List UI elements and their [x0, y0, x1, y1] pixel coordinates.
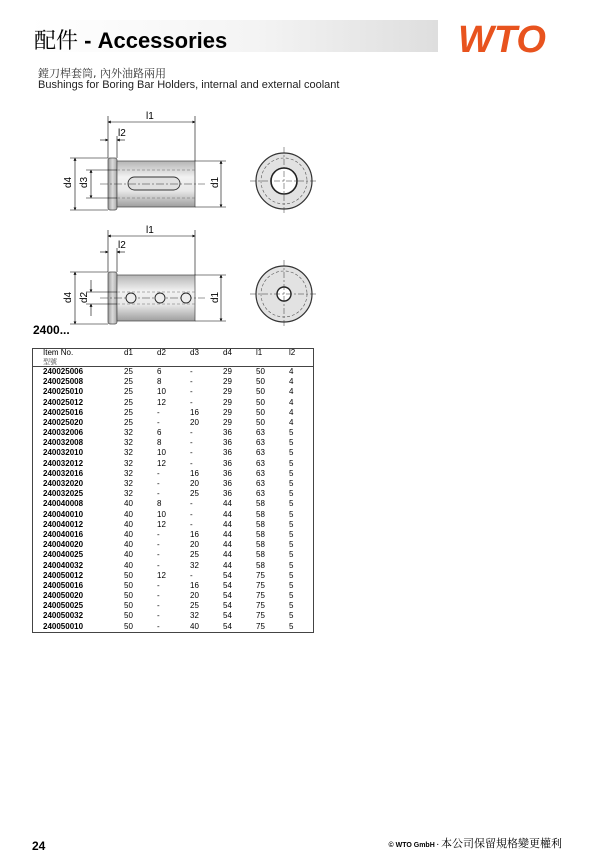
table-row	[33, 530, 314, 540]
cell-d2: 12	[157, 570, 166, 580]
cell-item-no: 240050032	[33, 612, 116, 622]
cell-l1: 75	[256, 580, 265, 590]
wto-logo-text: WTO	[458, 19, 546, 58]
cell-l1: 50	[256, 387, 265, 397]
subtitle-en: Bushings for Boring Bar Holders, internal and external coolant	[38, 79, 340, 91]
spec-table	[32, 348, 314, 633]
cell-d4: 29	[223, 407, 232, 417]
cell-l1: 75	[256, 621, 265, 631]
cell-item-no: 240040012	[33, 520, 116, 530]
table-row	[33, 540, 314, 550]
header-l1: l1	[256, 348, 263, 357]
cell-d1: 50	[124, 580, 133, 590]
cell-l2: 5	[280, 551, 314, 561]
footer-separator: ·	[434, 842, 441, 849]
bushing-side-view-upper	[100, 158, 205, 210]
cell-l2: 5	[280, 428, 314, 438]
table-row	[33, 469, 314, 479]
cell-l1: 58	[256, 550, 265, 560]
table-row	[33, 612, 314, 622]
subtitle-cn: 鏜刀桿套筒, 內外油路兩用	[38, 67, 166, 80]
cell-l2: 5	[280, 479, 314, 489]
cell-d4: 54	[223, 570, 232, 580]
label-l1-upper: l1	[146, 111, 154, 122]
cell-d2: -	[157, 560, 160, 570]
cell-d1: 25	[124, 407, 133, 417]
cell-d2: 12	[157, 458, 166, 468]
cell-d4: 54	[223, 591, 232, 601]
cell-d4: 36	[223, 428, 232, 438]
label-l2-lower: l2	[118, 240, 126, 251]
table-row	[33, 418, 314, 428]
page-title	[34, 24, 227, 55]
table-row	[33, 479, 314, 489]
cell-d1: 32	[124, 479, 133, 489]
cell-l2: 5	[280, 500, 314, 510]
cell-d1: 50	[124, 570, 133, 580]
cell-l2: 4	[280, 377, 314, 387]
cell-l2: 5	[280, 520, 314, 530]
cell-item-no: 240025020	[33, 418, 116, 428]
table-row	[33, 520, 314, 530]
table-row	[33, 602, 314, 612]
cell-l2: 5	[280, 561, 314, 571]
table-row	[33, 571, 314, 581]
cell-l1: 63	[256, 438, 265, 448]
cell-d1: 25	[124, 377, 133, 387]
cell-d2: -	[157, 479, 160, 489]
cell-item-no: 240032006	[33, 428, 116, 438]
cell-d2: -	[157, 468, 160, 478]
table-row	[33, 489, 314, 499]
table-row	[33, 622, 314, 633]
label-d2-lower: d2	[79, 291, 90, 303]
page-title-cn: 配件	[34, 29, 79, 54]
cell-d4: 44	[223, 560, 232, 570]
cell-l1: 63	[256, 428, 265, 438]
cell-d2: 12	[157, 397, 166, 407]
cell-d3: 25	[190, 489, 199, 499]
cell-d3: -	[190, 448, 193, 458]
cell-item-no: 240040025	[33, 551, 116, 561]
cell-d4: 29	[223, 387, 232, 397]
cell-item-no: 240025008	[33, 377, 116, 387]
cell-d2: -	[157, 407, 160, 417]
cell-d1: 40	[124, 499, 133, 509]
spec-table-header	[33, 349, 314, 367]
footer-copyright	[389, 835, 562, 851]
cell-l2: 4	[280, 398, 314, 408]
cell-l1: 63	[256, 479, 265, 489]
cell-d3: 20	[190, 417, 199, 427]
cell-d2: -	[157, 591, 160, 601]
cell-d3: 32	[190, 560, 199, 570]
table-row	[33, 377, 314, 387]
page-title-en: - Accessories	[84, 28, 228, 53]
cell-d2: 6	[157, 428, 162, 438]
bushing-side-view-lower	[100, 272, 205, 324]
cell-d1: 40	[124, 509, 133, 519]
cell-item-no: 240040016	[33, 530, 116, 540]
cell-d3: -	[190, 438, 193, 448]
cell-item-no: 240032025	[33, 489, 116, 499]
cell-d2: -	[157, 621, 160, 631]
footer-copyright-cn: 本公司保留規格變更權利	[441, 837, 562, 850]
table-row	[33, 398, 314, 408]
cell-d1: 40	[124, 550, 133, 560]
cell-d4: 44	[223, 550, 232, 560]
cell-l2: 5	[280, 469, 314, 479]
cell-d2: 10	[157, 509, 166, 519]
cell-l2: 4	[280, 418, 314, 428]
cell-l1: 58	[256, 529, 265, 539]
cell-d2: -	[157, 540, 160, 550]
header-d2: d2	[157, 348, 166, 357]
cell-l2: 5	[280, 581, 314, 591]
cell-l2: 5	[280, 622, 314, 633]
cell-d1: 40	[124, 529, 133, 539]
label-l2-upper: l2	[118, 128, 126, 139]
cell-d3: 25	[190, 601, 199, 611]
cell-d2: -	[157, 417, 160, 427]
cell-d4: 29	[223, 397, 232, 407]
cell-d1: 40	[124, 540, 133, 550]
cell-d1: 40	[124, 560, 133, 570]
cell-l1: 58	[256, 499, 265, 509]
cell-l2: 5	[280, 449, 314, 459]
cell-d1: 32	[124, 468, 133, 478]
cell-d4: 44	[223, 519, 232, 529]
cell-item-no: 240032016	[33, 469, 116, 479]
cell-d2: -	[157, 611, 160, 621]
cell-d3: 20	[190, 479, 199, 489]
cell-d3: 20	[190, 591, 199, 601]
header-l2: l2	[280, 349, 314, 367]
cell-d3: -	[190, 397, 193, 407]
table-row	[33, 551, 314, 561]
cell-d1: 32	[124, 458, 133, 468]
cell-d3: 16	[190, 407, 199, 417]
cell-l1: 75	[256, 611, 265, 621]
cell-d4: 44	[223, 529, 232, 539]
label-d1-upper: d1	[210, 176, 221, 188]
cell-d1: 50	[124, 591, 133, 601]
label-d3-upper: d3	[79, 176, 90, 188]
cell-d2: 8	[157, 377, 162, 387]
cell-l2: 4	[280, 408, 314, 418]
cell-d3: -	[190, 570, 193, 580]
cell-d3: -	[190, 387, 193, 397]
cell-item-no: 240050010	[33, 622, 116, 633]
cell-d1: 25	[124, 366, 133, 376]
cell-d2: 10	[157, 387, 166, 397]
cell-d4: 36	[223, 479, 232, 489]
technical-drawings	[0, 100, 360, 330]
cell-item-no: 240032020	[33, 479, 116, 489]
cell-l1: 50	[256, 417, 265, 427]
cell-l1: 58	[256, 509, 265, 519]
cell-d2: -	[157, 489, 160, 499]
cell-item-no: 240025010	[33, 388, 116, 398]
cell-l1: 63	[256, 448, 265, 458]
cell-d3: -	[190, 428, 193, 438]
wto-logo	[444, 18, 560, 58]
cell-d1: 32	[124, 448, 133, 458]
cell-l1: 50	[256, 407, 265, 417]
label-d4-lower: d4	[63, 291, 74, 303]
cell-d3: 40	[190, 621, 199, 631]
table-row	[33, 561, 314, 571]
cell-item-no: 240025012	[33, 398, 116, 408]
table-row	[33, 408, 314, 418]
cell-d1: 32	[124, 489, 133, 499]
table-row	[33, 367, 314, 378]
cell-d4: 54	[223, 580, 232, 590]
label-l1-lower: l1	[146, 225, 154, 236]
cell-l1: 58	[256, 519, 265, 529]
cell-d1: 50	[124, 601, 133, 611]
cell-d4: 29	[223, 366, 232, 376]
cell-d3: -	[190, 499, 193, 509]
cell-d4: 44	[223, 499, 232, 509]
cell-d1: 50	[124, 621, 133, 631]
cell-d2: 8	[157, 438, 162, 448]
cell-l2: 4	[280, 367, 314, 378]
header-d1: d1	[124, 348, 133, 357]
cell-d4: 36	[223, 438, 232, 448]
table-row	[33, 510, 314, 520]
cell-d4: 54	[223, 611, 232, 621]
cell-d4: 54	[223, 601, 232, 611]
cell-item-no: 240025016	[33, 408, 116, 418]
bushing-end-view-upper	[250, 147, 318, 215]
cell-d3: -	[190, 509, 193, 519]
cell-l1: 63	[256, 489, 265, 499]
cell-d1: 25	[124, 387, 133, 397]
table-row	[33, 388, 314, 398]
cell-d2: -	[157, 601, 160, 611]
cell-l1: 50	[256, 366, 265, 376]
cell-l2: 4	[280, 388, 314, 398]
cell-d4: 36	[223, 468, 232, 478]
cell-l2: 5	[280, 459, 314, 469]
cell-l2: 5	[280, 612, 314, 622]
table-row	[33, 449, 314, 459]
cell-d2: 6	[157, 366, 162, 376]
cell-d1: 50	[124, 611, 133, 621]
cell-l1: 50	[256, 377, 265, 387]
cell-l2: 5	[280, 602, 314, 612]
label-d4-upper: d4	[63, 176, 74, 188]
cell-d1: 25	[124, 397, 133, 407]
table-row	[33, 500, 314, 510]
cell-l1: 63	[256, 458, 265, 468]
cell-l2: 5	[280, 540, 314, 550]
spec-table-body	[33, 367, 314, 633]
cell-d4: 36	[223, 458, 232, 468]
table-row	[33, 459, 314, 469]
cell-l2: 5	[280, 530, 314, 540]
cell-item-no: 240050012	[33, 571, 116, 581]
cell-d2: -	[157, 529, 160, 539]
cell-l1: 58	[256, 540, 265, 550]
cell-d4: 29	[223, 417, 232, 427]
cell-d3: -	[190, 458, 193, 468]
cell-item-no: 240032012	[33, 459, 116, 469]
cell-d3: 16	[190, 580, 199, 590]
cell-d1: 32	[124, 438, 133, 448]
cell-d4: 44	[223, 540, 232, 550]
cell-item-no: 240040010	[33, 510, 116, 520]
cell-item-no: 240025006	[33, 367, 116, 378]
cell-d3: -	[190, 377, 193, 387]
cell-item-no: 240032010	[33, 449, 116, 459]
cell-l1: 75	[256, 601, 265, 611]
cell-d2: -	[157, 550, 160, 560]
cell-l2: 5	[280, 591, 314, 601]
cell-item-no: 240040032	[33, 561, 116, 571]
table-row	[33, 591, 314, 601]
series-label: 2400...	[33, 323, 70, 337]
header-item-no: Item No. 型號	[33, 349, 116, 367]
bushing-end-view-lower	[250, 260, 318, 328]
cell-d4: 54	[223, 621, 232, 631]
cell-d3: 20	[190, 540, 199, 550]
cell-l2: 5	[280, 510, 314, 520]
cell-d3: 25	[190, 550, 199, 560]
cell-d1: 40	[124, 519, 133, 529]
cell-l1: 58	[256, 560, 265, 570]
cell-d4: 36	[223, 489, 232, 499]
cell-l1: 50	[256, 397, 265, 407]
cell-l1: 63	[256, 468, 265, 478]
label-d1-lower: d1	[210, 291, 221, 303]
cell-item-no: 240050020	[33, 591, 116, 601]
cell-d3: -	[190, 366, 193, 376]
table-row	[33, 581, 314, 591]
cell-item-no: 240032008	[33, 439, 116, 449]
cell-d4: 36	[223, 448, 232, 458]
cell-d1: 25	[124, 417, 133, 427]
cell-d2: 10	[157, 448, 166, 458]
cell-d4: 44	[223, 509, 232, 519]
cell-l2: 5	[280, 489, 314, 499]
cell-d1: 32	[124, 428, 133, 438]
cell-l2: 5	[280, 439, 314, 449]
cell-d3: 16	[190, 529, 199, 539]
cell-d4: 29	[223, 377, 232, 387]
cell-item-no: 240050016	[33, 581, 116, 591]
cell-item-no: 240050025	[33, 602, 116, 612]
header-d3: d3	[190, 348, 199, 357]
cell-d2: 12	[157, 519, 166, 529]
cell-d3: -	[190, 519, 193, 529]
footer-copyright-en: © WTO GmbH	[388, 842, 435, 849]
cell-d2: 8	[157, 499, 162, 509]
cell-l2: 5	[280, 571, 314, 581]
header-item-no-cn: 型號	[43, 357, 57, 366]
table-row	[33, 439, 314, 449]
cell-l1: 75	[256, 570, 265, 580]
cell-l1: 75	[256, 591, 265, 601]
cell-d3: 32	[190, 611, 199, 621]
cell-item-no: 240040020	[33, 540, 116, 550]
cell-d2: -	[157, 580, 160, 590]
cell-d3: 16	[190, 468, 199, 478]
header-d4: d4	[223, 348, 232, 357]
table-row	[33, 428, 314, 438]
page-number: 24	[32, 839, 46, 853]
cell-item-no: 240040008	[33, 500, 116, 510]
